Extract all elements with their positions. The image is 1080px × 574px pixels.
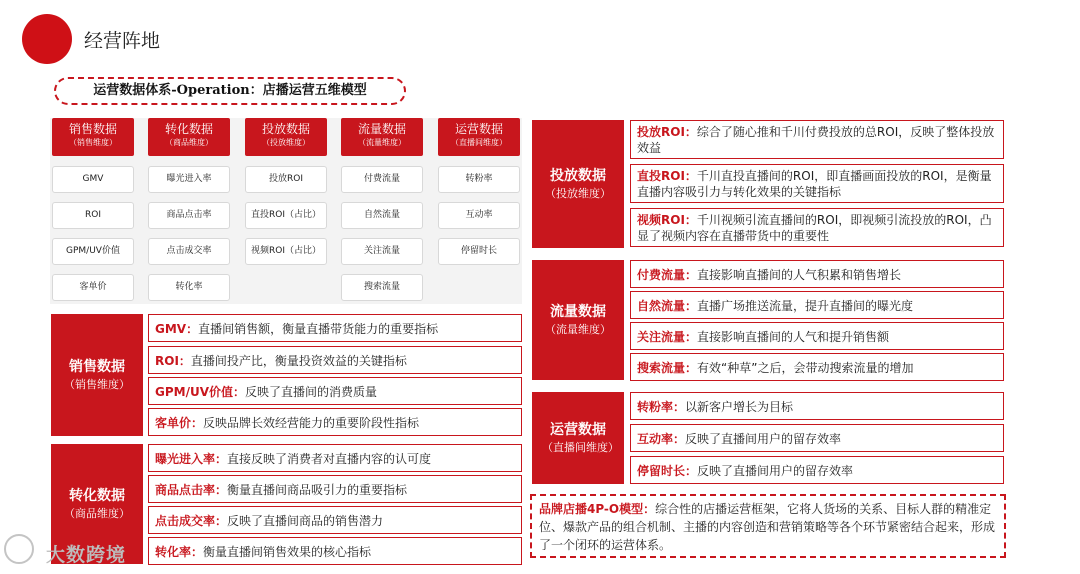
grid-cell: 点击成交率 bbox=[148, 238, 230, 265]
grid-header-sales: 销售数据 （销售维度） bbox=[52, 118, 134, 156]
grid-header-ads: 投放数据 （投放维度） bbox=[245, 118, 327, 156]
ads-side-label: 投放数据 （投放维度） bbox=[532, 120, 624, 248]
model-subtitle: 运营数据体系-Operation：店播运营五维模型 bbox=[54, 77, 406, 105]
grid-cell: ROI bbox=[52, 202, 134, 229]
title-circle-icon bbox=[22, 14, 72, 64]
sales-item-gmv: GMV： 直播间销售额，衡量直播带货能力的重要指标 bbox=[148, 314, 522, 342]
ops-item: 互动率： 反映了直播间用户的留存效率 bbox=[630, 424, 1004, 452]
sales-item-aov: 客单价： 反映品牌长效经营能力的重要阶段性指标 bbox=[148, 408, 522, 436]
grid-cell: 转粉率 bbox=[438, 166, 520, 193]
grid-cell: 停留时长 bbox=[438, 238, 520, 265]
traffic-item: 搜索流量： 有效“种草”之后，会带动搜索流量的增加 bbox=[630, 353, 1004, 381]
grid-cell: GPM/UV价值 bbox=[52, 238, 134, 265]
grid-cell: 投放ROI bbox=[245, 166, 327, 193]
grid-header-conversion: 转化数据 （商品维度） bbox=[148, 118, 230, 156]
grid-cell: 付费流量 bbox=[341, 166, 423, 193]
grid-cell: 客单价 bbox=[52, 274, 134, 301]
grid-cell: 视频ROI（占比） bbox=[245, 238, 327, 265]
grid-cell: 关注流量 bbox=[341, 238, 423, 265]
grid-cell: GMV bbox=[52, 166, 134, 193]
grid-cell: 商品点击率 bbox=[148, 202, 230, 229]
conversion-side-label: 转化数据 （商品维度） bbox=[51, 444, 143, 564]
traffic-item: 付费流量： 直接影响直播间的人气积累和销售增长 bbox=[630, 260, 1004, 288]
traffic-side-label: 流量数据 （流量维度） bbox=[532, 260, 624, 380]
grid-cell: 互动率 bbox=[438, 202, 520, 229]
ops-item: 转粉率： 以新客户增长为目标 bbox=[630, 392, 1004, 420]
sales-item-roi: ROI： 直播间投产比，衡量投资效益的关键指标 bbox=[148, 346, 522, 374]
watermark-logo-icon bbox=[4, 534, 34, 564]
grid-cell: 自然流量 bbox=[341, 202, 423, 229]
model-summary-note: 品牌店播4P-O模型：综合性的店播运营框架，它将人货场的关系、目标人群的精准定位、爆款产品的组合机制、主播的内容创造和营销策略等各个环节紧密结合起来，形成了一个闭环的运营体系。 bbox=[530, 494, 1006, 558]
grid-header-ops: 运营数据 （直播间维度） bbox=[438, 118, 520, 156]
ads-item: 投放ROI：综合了随心推和千川付费投放的总ROI，反映了整体投放效益 bbox=[630, 120, 1004, 159]
ads-item: 直投ROI：千川直投直播间的ROI，即直播画面投放的ROI，是衡量直播内容吸引力与转化效果的关键指标 bbox=[630, 164, 1004, 203]
grid-cell: 搜索流量 bbox=[341, 274, 423, 301]
conversion-item: 商品点击率： 衡量直播间商品吸引力的重要指标 bbox=[148, 475, 522, 503]
grid-cell: 转化率 bbox=[148, 274, 230, 301]
conversion-item: 曝光进入率： 直接反映了消费者对直播内容的认可度 bbox=[148, 444, 522, 472]
traffic-item: 自然流量： 直播广场推送流量，提升直播间的曝光度 bbox=[630, 291, 1004, 319]
conversion-item: 转化率： 衡量直播间销售效果的核心指标 bbox=[148, 537, 522, 565]
watermark: 大数跨境 bbox=[46, 544, 127, 566]
traffic-item: 关注流量： 直接影响直播间的人气和提升销售额 bbox=[630, 322, 1004, 350]
ops-item: 停留时长： 反映了直播间用户的留存效率 bbox=[630, 456, 1004, 484]
grid-header-traffic: 流量数据 （流量维度） bbox=[341, 118, 423, 156]
conversion-item: 点击成交率： 反映了直播间商品的销售潜力 bbox=[148, 506, 522, 534]
ops-side-label: 运营数据 （直播间维度） bbox=[532, 392, 624, 484]
grid-cell: 直投ROI（占比） bbox=[245, 202, 327, 229]
ads-item: 视频ROI：千川视频引流直播间的ROI，即视频引流投放的ROI，凸显了视频内容在直播带货中的重要性 bbox=[630, 208, 1004, 247]
page-title: 经营阵地 bbox=[84, 30, 161, 52]
sales-side-label: 销售数据 （销售维度） bbox=[51, 314, 143, 436]
grid-cell: 曝光进入率 bbox=[148, 166, 230, 193]
sales-item-gpm: GPM/UV价值： 反映了直播间的消费质量 bbox=[148, 377, 522, 405]
